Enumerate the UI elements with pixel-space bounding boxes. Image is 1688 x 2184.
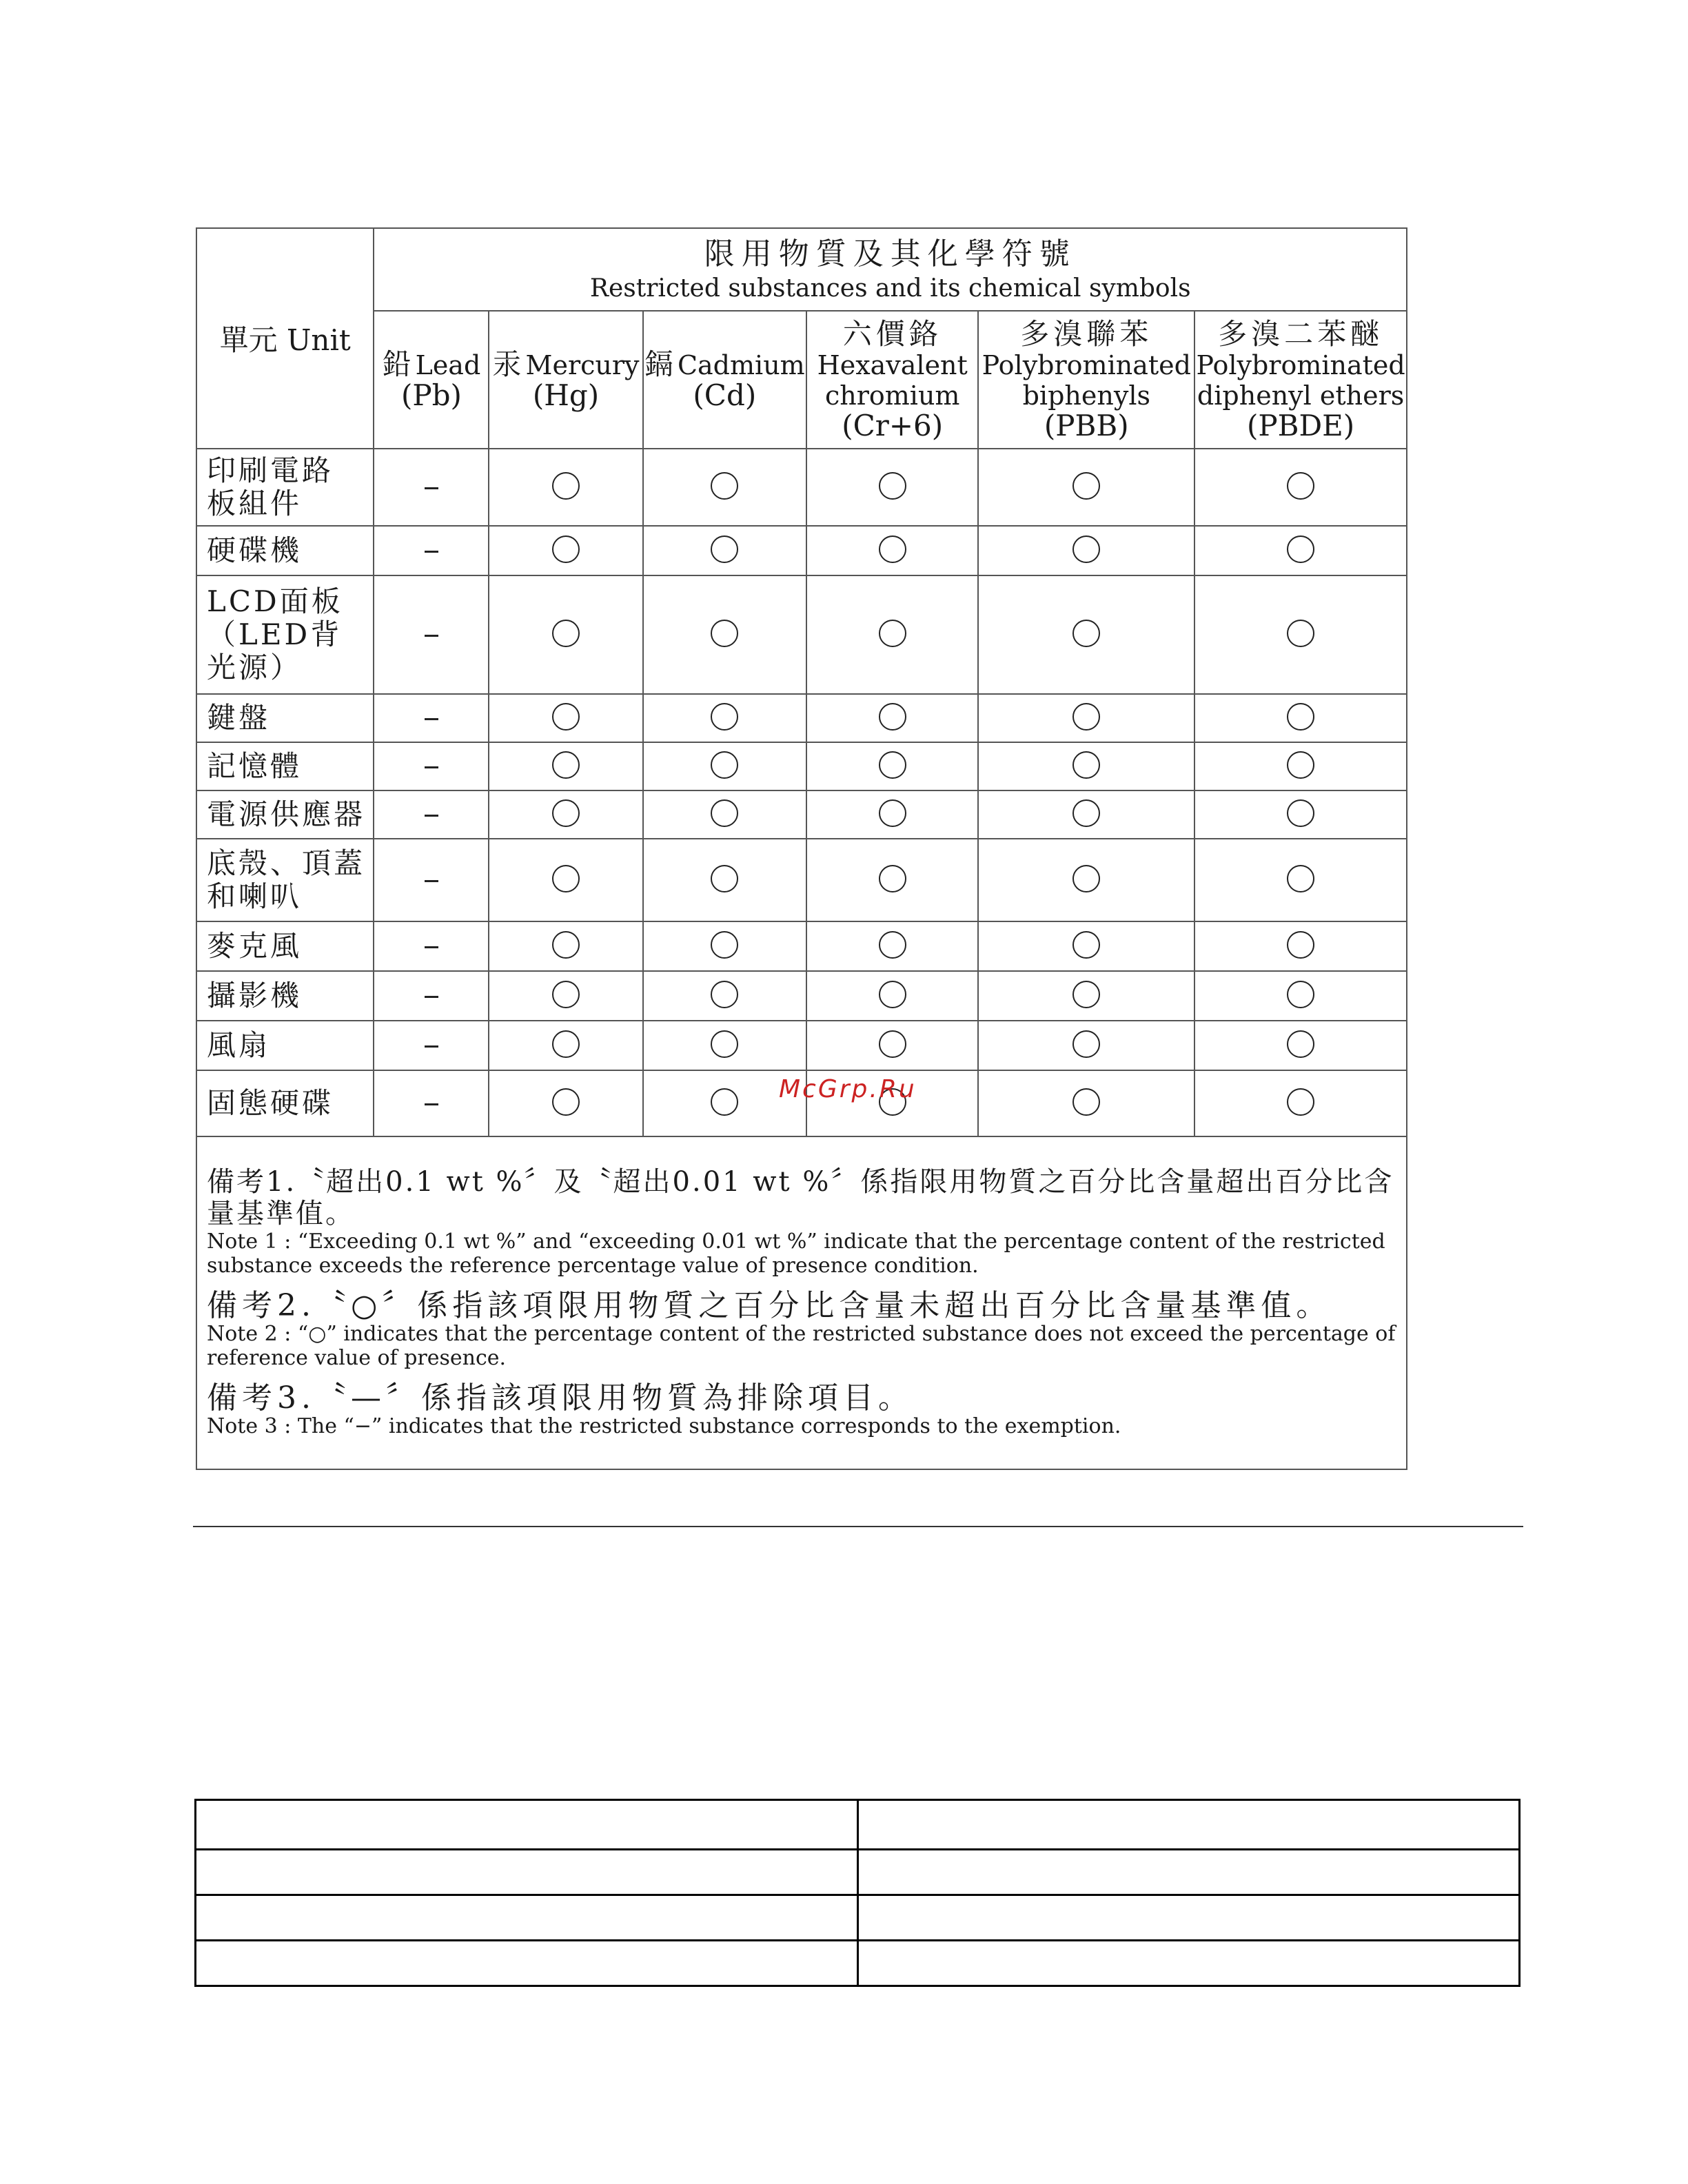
substance-symbol: (Hg) xyxy=(532,378,600,412)
table-row xyxy=(196,526,1407,575)
row-label-line: 固態硬碟 xyxy=(207,1086,334,1120)
note-en-1: Note 1 : “Exceeding 0.1 wt %” and “exceeding 0.01 wt %” indicate that the percentage content of the restricted substance exceeds the reference percentage value of presence condition. xyxy=(207,1229,1385,1278)
separator-line xyxy=(193,1526,1523,1527)
circle-mark-icon xyxy=(711,1088,738,1116)
substance-en: Polybrominated biphenyls xyxy=(982,349,1191,411)
table-row xyxy=(196,921,1407,971)
note-zh-2: 備考2.〝○〞係指該項限用物質之百分比含量未超出百分比含量基準值。 xyxy=(207,1288,1332,1323)
circle-mark-icon xyxy=(1287,703,1314,731)
row-label xyxy=(196,1021,374,1070)
mark-cell xyxy=(489,526,642,575)
circle-mark-icon xyxy=(552,751,580,779)
mark-cell xyxy=(489,742,642,790)
circle-mark-icon xyxy=(1287,799,1314,827)
table-row xyxy=(196,839,1407,921)
circle-mark-icon xyxy=(879,751,906,779)
circle-mark-icon xyxy=(1072,799,1100,827)
row-label xyxy=(196,694,374,742)
mark-cell xyxy=(1194,921,1407,971)
empty-row xyxy=(196,1941,1520,1986)
circle-mark-icon xyxy=(1287,472,1314,500)
circle-mark-icon xyxy=(1287,981,1314,1008)
substance-en: Hexavalent chromium xyxy=(817,349,968,411)
mark-cell xyxy=(1194,742,1407,790)
mark-cell xyxy=(643,449,806,526)
mark-cell xyxy=(374,839,489,921)
circle-mark-icon xyxy=(552,799,580,827)
mark-cell xyxy=(806,575,978,694)
mark-cell xyxy=(978,971,1194,1021)
mark-cell xyxy=(489,971,642,1021)
mark-cell xyxy=(489,1070,642,1136)
row-label xyxy=(196,526,374,575)
circle-mark-icon xyxy=(552,1088,580,1116)
circle-mark-icon xyxy=(1072,981,1100,1008)
circle-mark-icon xyxy=(711,981,738,1008)
row-label-line: 風扇 xyxy=(207,1028,271,1062)
circle-mark-icon xyxy=(552,865,580,892)
row-label xyxy=(196,575,374,694)
circle-mark-icon xyxy=(1072,1030,1100,1058)
dash-mark-icon xyxy=(425,487,438,489)
substance-zh: 六價鉻 xyxy=(842,316,942,351)
row-label xyxy=(196,1070,374,1136)
substance-zh: 多溴聯苯 xyxy=(1020,316,1153,351)
mark-cell xyxy=(643,839,806,921)
mark-cell xyxy=(643,1021,806,1070)
row-label xyxy=(196,449,374,526)
row-label-line: 攝影機 xyxy=(207,979,303,1012)
dash-mark-icon xyxy=(425,1045,438,1048)
row-label-line: 板組件 xyxy=(207,487,303,520)
mark-cell xyxy=(806,790,978,839)
circle-mark-icon xyxy=(1072,865,1100,892)
mark-cell xyxy=(1194,575,1407,694)
circle-mark-icon xyxy=(552,472,580,500)
circle-mark-icon xyxy=(1287,751,1314,779)
table-row xyxy=(196,790,1407,839)
empty-cell xyxy=(196,1895,858,1941)
circle-mark-icon xyxy=(879,981,906,1008)
mark-cell xyxy=(806,694,978,742)
table-body xyxy=(196,449,1407,1136)
circle-mark-icon xyxy=(879,620,906,647)
mark-cell xyxy=(489,1021,642,1070)
circle-mark-icon xyxy=(552,535,580,563)
dash-mark-icon xyxy=(425,996,438,998)
mark-cell xyxy=(978,1070,1194,1136)
dash-mark-icon xyxy=(425,1103,438,1105)
circle-mark-icon xyxy=(711,535,738,563)
substance-zh: 鉛 xyxy=(382,347,416,381)
row-label-line: （LED背 xyxy=(207,618,343,651)
mark-cell xyxy=(978,790,1194,839)
circle-mark-icon xyxy=(1287,865,1314,892)
note-zh-1: 備考1.〝超出0.1 wt %〞及〝超出0.01 wt %〞係指限用物質之百分比含量超出百分比含量基準值。 xyxy=(207,1166,1394,1229)
row-label-line: 記憶體 xyxy=(207,749,303,783)
mark-cell xyxy=(489,839,642,921)
dash-mark-icon xyxy=(425,766,438,768)
dash-mark-icon xyxy=(425,635,438,637)
row-label-line: 鍵盤 xyxy=(207,701,271,735)
mark-cell xyxy=(489,921,642,971)
row-label-line: 印刷電路 xyxy=(207,453,334,487)
mark-cell xyxy=(374,449,489,526)
title-en: Restricted substances and its chemical symbols xyxy=(589,274,1191,303)
mark-cell xyxy=(1194,1021,1407,1070)
substance-symbol: (PBB) xyxy=(1044,408,1129,442)
circle-mark-icon xyxy=(879,1030,906,1058)
substance-zh: 汞 xyxy=(492,347,526,381)
mark-cell xyxy=(806,971,978,1021)
circle-mark-icon xyxy=(711,865,738,892)
substance-header-3 xyxy=(806,311,978,449)
mark-cell xyxy=(978,742,1194,790)
mark-cell xyxy=(1194,839,1407,921)
mark-cell xyxy=(374,1021,489,1070)
circle-mark-icon xyxy=(879,931,906,959)
mark-cell xyxy=(643,971,806,1021)
notes xyxy=(196,1136,1407,1469)
dash-mark-icon xyxy=(425,718,438,720)
mark-cell xyxy=(978,921,1194,971)
empty-cell xyxy=(857,1941,1520,1986)
circle-mark-icon xyxy=(711,931,738,959)
dash-mark-icon xyxy=(425,551,438,553)
substance-symbol: (Cd) xyxy=(693,378,757,412)
circle-mark-icon xyxy=(552,981,580,1008)
mark-cell xyxy=(806,449,978,526)
dash-mark-icon xyxy=(425,815,438,817)
mark-cell xyxy=(374,526,489,575)
row-label xyxy=(196,742,374,790)
mark-cell xyxy=(1194,790,1407,839)
mark-cell xyxy=(643,575,806,694)
mark-cell xyxy=(489,575,642,694)
row-label-line: 和喇叭 xyxy=(207,879,303,913)
circle-mark-icon xyxy=(711,799,738,827)
substance-header-1 xyxy=(489,311,642,449)
table-row xyxy=(196,575,1407,694)
mark-cell xyxy=(374,971,489,1021)
empty-table xyxy=(194,1799,1521,1987)
circle-mark-icon xyxy=(552,1030,580,1058)
circle-mark-icon xyxy=(1287,535,1314,563)
mark-cell xyxy=(489,694,642,742)
circle-mark-icon xyxy=(1287,1030,1314,1058)
circle-mark-icon xyxy=(879,865,906,892)
row-label xyxy=(196,839,374,921)
table-row xyxy=(196,694,1407,742)
row-label-line: 底殼、頂蓋 xyxy=(207,846,366,880)
restricted-substances-table xyxy=(196,227,1407,1470)
dash-mark-icon xyxy=(425,946,438,948)
mark-cell xyxy=(806,526,978,575)
empty-row xyxy=(196,1850,1520,1895)
substance-zh: 多溴二苯醚 xyxy=(1218,316,1384,351)
table-row xyxy=(196,971,1407,1021)
empty-cell xyxy=(196,1941,858,1986)
substance-en: Lead xyxy=(415,349,481,380)
mark-cell xyxy=(643,790,806,839)
mark-cell xyxy=(978,575,1194,694)
circle-mark-icon xyxy=(1072,703,1100,731)
circle-mark-icon xyxy=(879,703,906,731)
circle-mark-icon xyxy=(879,472,906,500)
row-label-line: 電源供應器 xyxy=(207,797,366,831)
mark-cell xyxy=(806,742,978,790)
unit-header: 單元 Unit xyxy=(196,228,374,449)
circle-mark-icon xyxy=(1287,620,1314,647)
circle-mark-icon xyxy=(879,535,906,563)
circle-mark-icon xyxy=(711,472,738,500)
row-label-line: 光源） xyxy=(207,651,303,684)
substance-en: Mercury xyxy=(525,349,640,380)
empty-cell xyxy=(196,1800,858,1850)
mark-cell xyxy=(374,1070,489,1136)
mark-cell xyxy=(978,526,1194,575)
watermark: McGrp.Ru xyxy=(779,1075,917,1103)
empty-row xyxy=(196,1800,1520,1850)
row-label xyxy=(196,971,374,1021)
circle-mark-icon xyxy=(1072,931,1100,959)
circle-mark-icon xyxy=(1072,620,1100,647)
empty-cell xyxy=(857,1850,1520,1895)
circle-mark-icon xyxy=(711,1030,738,1058)
empty-cell xyxy=(857,1895,1520,1941)
mark-cell xyxy=(806,921,978,971)
substance-symbol: (PBDE) xyxy=(1246,408,1355,442)
mark-cell xyxy=(978,839,1194,921)
note-en-3: Note 3 : The “−” indicates that the restricted substance corresponds to the exemption. xyxy=(207,1414,1121,1438)
substance-header-0 xyxy=(374,311,489,449)
circle-mark-icon xyxy=(711,620,738,647)
substance-zh: 鎘 xyxy=(644,347,678,381)
mark-cell xyxy=(374,921,489,971)
circle-mark-icon xyxy=(1287,931,1314,959)
table-row xyxy=(196,742,1407,790)
substances-title xyxy=(374,228,1407,311)
mark-cell xyxy=(1194,971,1407,1021)
circle-mark-icon xyxy=(1287,1088,1314,1116)
circle-mark-icon xyxy=(711,703,738,731)
circle-mark-icon xyxy=(879,799,906,827)
substance-en: Cadmium xyxy=(677,349,805,380)
note-zh-3: 備考3.〝—〞係指該項限用物質為排除項目。 xyxy=(207,1380,913,1416)
mark-cell xyxy=(978,1021,1194,1070)
row-label xyxy=(196,921,374,971)
mark-cell xyxy=(978,449,1194,526)
mark-cell xyxy=(1194,1070,1407,1136)
mark-cell xyxy=(374,694,489,742)
empty-cell xyxy=(196,1850,858,1895)
mark-cell xyxy=(374,790,489,839)
circle-mark-icon xyxy=(552,620,580,647)
table-row xyxy=(196,1021,1407,1070)
substance-header-5 xyxy=(1194,311,1407,449)
row-label-line: LCD面板 xyxy=(207,584,343,618)
row-label-line: 硬碟機 xyxy=(207,533,303,567)
mark-cell xyxy=(978,694,1194,742)
title-zh: 限用物質及其化學符號 xyxy=(704,236,1077,272)
mark-cell xyxy=(374,575,489,694)
mark-cell xyxy=(643,526,806,575)
substance-header-2 xyxy=(643,311,806,449)
circle-mark-icon xyxy=(1072,472,1100,500)
circle-mark-icon xyxy=(711,751,738,779)
table-row xyxy=(196,449,1407,526)
mark-cell xyxy=(806,1021,978,1070)
mark-cell xyxy=(643,921,806,971)
empty-cell xyxy=(857,1800,1520,1850)
circle-mark-icon xyxy=(1072,535,1100,563)
mark-cell xyxy=(1194,526,1407,575)
note-en-2: Note 2 : “○” indicates that the percentage content of the restricted substance does not exceed the percentage of reference value of presence. xyxy=(207,1322,1396,1370)
substance-header-4 xyxy=(978,311,1194,449)
substance-symbol: (Pb) xyxy=(400,378,462,412)
substance-symbol: (Cr+6) xyxy=(842,408,944,442)
mark-cell xyxy=(806,839,978,921)
circle-mark-icon xyxy=(552,931,580,959)
mark-cell xyxy=(643,742,806,790)
mark-cell xyxy=(489,790,642,839)
empty-row xyxy=(196,1895,1520,1941)
dash-mark-icon xyxy=(425,880,438,882)
circle-mark-icon xyxy=(1072,1088,1100,1116)
mark-cell xyxy=(374,742,489,790)
mark-cell xyxy=(1194,694,1407,742)
row-label xyxy=(196,790,374,839)
circle-mark-icon xyxy=(1072,751,1100,779)
substance-header-row xyxy=(196,311,1407,449)
substance-en: Polybrominated diphenyl ethers xyxy=(1196,349,1405,411)
mark-cell xyxy=(489,449,642,526)
mark-cell xyxy=(1194,449,1407,526)
mark-cell xyxy=(643,694,806,742)
circle-mark-icon xyxy=(552,703,580,731)
row-label-line: 麥克風 xyxy=(207,929,303,963)
